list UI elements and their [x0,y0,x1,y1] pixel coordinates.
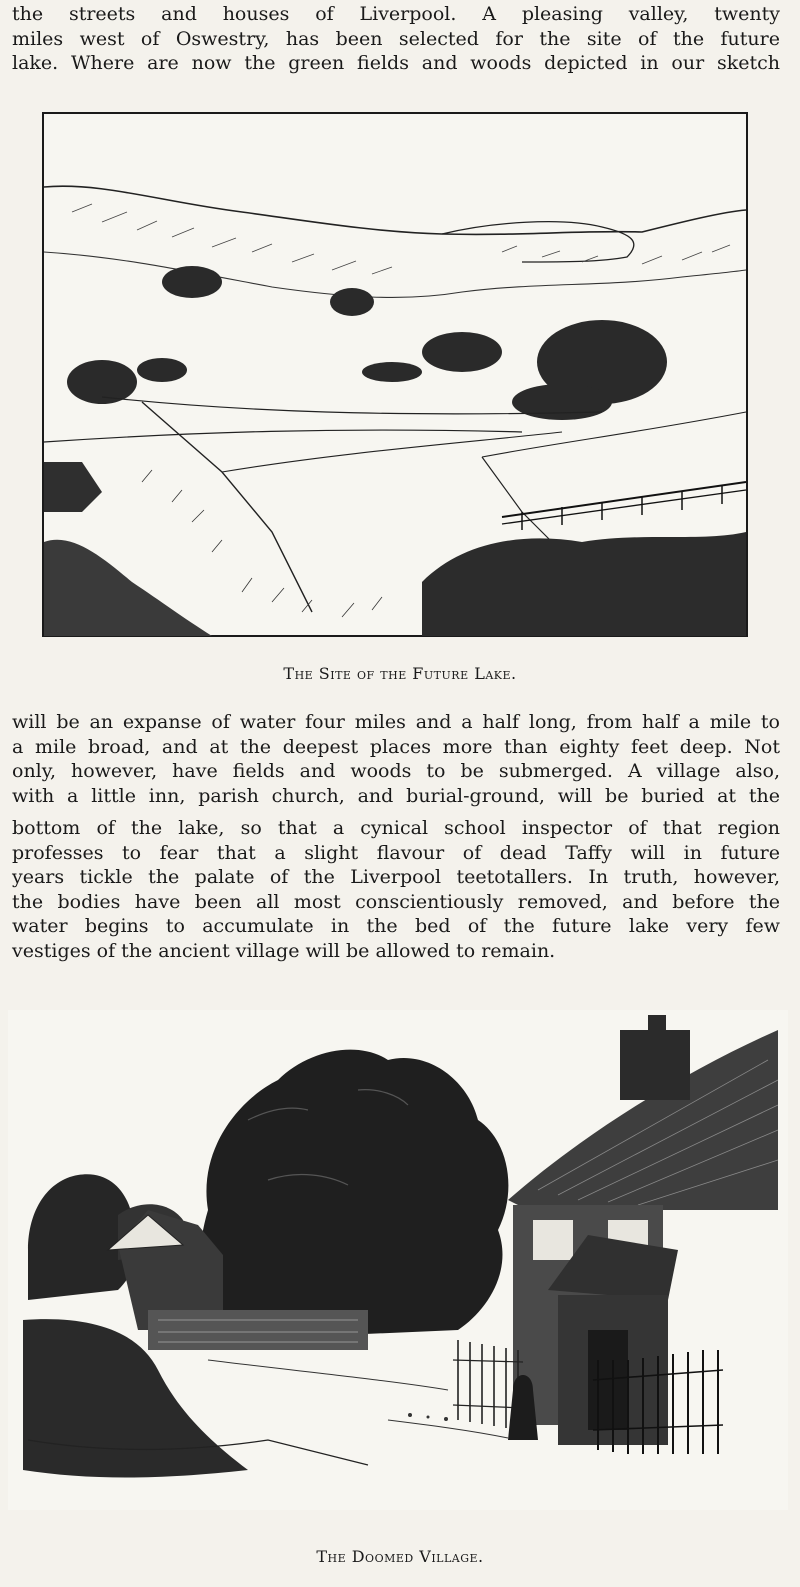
text-line: water begins to accumulate in the bed of the future lake very few [12,915,780,937]
top-paragraph [12,2,780,76]
text-line: a mile broad, and at the deepest places more than eighty feet deep. Not [12,735,780,758]
village-illustration [8,1010,788,1510]
text-line: bottom of the lake, so that a cynical school inspector of that region [12,817,780,839]
text-line: professes to fear that a slight flavour of dead Taffy will in future [12,841,780,864]
middle-paragraph [12,710,780,963]
text-line: will be an expanse of water four miles and a half long, from half a mile to [12,711,780,733]
text-line: the streets and houses of Liverpool. A pleasing valley, twenty [12,3,780,25]
text-line: lake. Where are now the green fields and woods depicted in our sketch [12,52,780,74]
text-line: vestiges of the ancient village will be allowed to remain. [12,939,556,962]
figure-caption: The Doomed Village. [316,1547,484,1566]
landscape-illustration [42,112,748,637]
text-line: with a little inn, parish church, and burial-ground, will be buried at the [12,784,780,807]
landscape-engraving-svg [42,112,748,637]
text-line: years tickle the palate of the Liverpool teetotallers. In truth, however, [12,866,780,888]
text-line: the bodies have been all most conscientiously removed, and before the [12,890,780,913]
text-line: miles west of Oswestry, has been selected for the site of the future [12,27,780,50]
village-engraving-svg [8,1010,788,1510]
figure-caption: The Site of the Future Lake. [283,664,517,683]
text-line: only, however, have fields and woods to be submerged. A village also, [12,760,780,782]
